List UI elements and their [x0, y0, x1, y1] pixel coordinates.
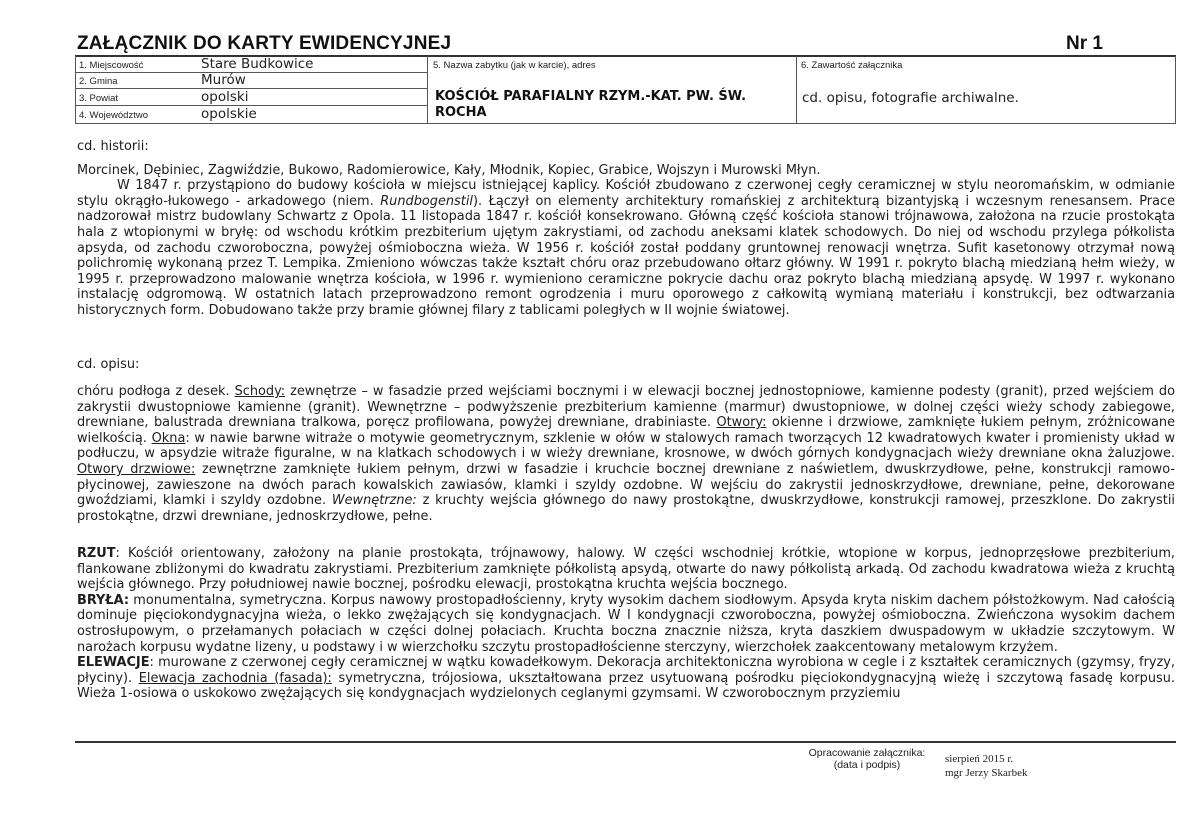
- history-heading: cd. historii:: [77, 139, 149, 154]
- elewacje-paragraph: ELEWACJE: murowane z czerwonej cegły ceramicznej w wątku kowadełkowym. Dekoracja architektoniczna wyrobiona w cegle i z kształtek ceramicznych (gzymsy, fryzy, płyciny). Elewacja zachodnia (fasada): symetryczna, trójosiowa, ukształtowana przez usytuowaną pośrodku pięciokondygnacyjną wieżę i szczytową fasadę korpusu. Wieża 1-osiowa o uskokowo zwężających się kondygnacjach wydzielonych ceglanymi gzymsami. W czworobocznym przyziemiu: [77, 655, 1175, 702]
- field-label-powiat: 3. Powiat: [79, 93, 119, 104]
- description-heading-block: [77, 357, 1175, 373]
- footer-date: sierpień 2015 r.: [945, 753, 1014, 765]
- field-label-wojewodztwo: 4. Województwo: [79, 110, 148, 121]
- col-divider: [1175, 56, 1176, 123]
- attachment-number: Nr 1: [1066, 33, 1103, 54]
- attachment-contents: cd. opisu, fotografie archiwalne.: [802, 90, 1019, 106]
- page-title: ZAŁĄCZNIK DO KARTY EWIDENCYJNEJ: [77, 33, 452, 54]
- description-paragraph: chóru podłoga z desek. Schody: zewnętrze – w fasadzie przed wejściami bocznymi i w elewacji bocznej jednostopniowe, kamienne podesty (granit), przed wejściem do zakrystii dwustopniowe kamienne (granit). Wewnętrzne – podwyższenie prezbiterium kamienne (marmur) dwustopniowe, w dolnej części wieży schody zabiegowe, drewniane, balustrada drewniana tralkowa, poręcz profilowana, powyżej drewniane, drabiniaste. Otwory: okienne i drzwiowe, zamknięte łukiem pełnym, zróżnicowane wielkością. Okna: w nawie barwne witraże o motywie geometrycznym, szklenie w ołów w stalowych ramach tworzących 12 kwadratowych kwater i promienisty układ w podłuczu, w apsydzie witraże figuralne, w na klatkach schodowych i w wieży drewniane, krosnowe, w dwóch górnych kondygnacjach wieży drewniane okna żaluzjowe. Otwory drzwiowe: zewnętrzne zamknięte łukiem pełnym, drzwi w fasadzie i kruchcie bocznej drewniane z naświetlem, dwuskrzydłowe, pełne, konstrukcji ramowo-płycinowej, zawieszone na dwóch parach kowalskich zawiasów, klamki i szyldy ozdobne. W wejściu do zakrystii jednoskrzydłowe, drewniane, pełne, dekorowane gwoździami, klamki i szyldy ozdobne. Wewnętrzne: z kruchty wejścia głównego do nawy prostokątne, dwuskrzydłowe, konstrukcji ramowej, przeszklone. Do zakrystii prostokątne, drzwi drewniane, jednoskrzydłowe, pełne.: [77, 384, 1176, 524]
- rzut-paragraph: RZUT: Kościół orientowany, założony na planie prostokąta, trójnawowy, halowy. W części wschodniej krótkie, wtopione w korpus, jednoprzęsłowe prezbiterium, flankowane zbliżonymi do kwadratu zakrystiami. Prezbiterium zamknięte półkolistą apsydą, otwarte do nawy półkolistą arkadą. Od zachodu kwadratowa wieża z kruchtą wejścia głównego. Przy południowej nawie bocznej, pośrodku elewacji, prostokątna kruchta wejścia bocznego.: [77, 546, 1175, 593]
- footer-author: mgr Jerzy Skarbek: [945, 767, 1028, 779]
- col-divider: [427, 56, 428, 123]
- row-divider: [75, 72, 427, 73]
- footer-label: Opracowanie załącznika: (data i podpis): [808, 747, 926, 771]
- rzut-section: [77, 546, 1175, 702]
- table-bottom-border: [75, 123, 1176, 124]
- bryla-paragraph: BRYŁA: monumentalna, symetryczna. Korpus nawowy prostopadłościenny, kryty wysokim dachem siodłowym. Apsyda kryta niskim dachem półstożkowym. Nad całością dominuje pięciokondygnacyjna wieża, o lekko zwężających się kondygnacjach. W I kondygnacji czworoboczna, powyżej ośmioboczna. Zwieńczona wysokim dachem ostrosłupowym, o przełamanych połaciach w części dolnej połaciach. Kruchta boczna znacznie niższa, kryta daszkiem dwuspadowym w układzie szczytowym. W narożach korpusu wydatne lizeny, u podstawy i w wierzchołku szczytu prostopadłościenne sterczyny, wierzchołek zaakcentowany metalowym krzyżem.: [77, 592, 1175, 655]
- field-label-zawartosc: 6. Zawartość załącznika: [801, 60, 903, 71]
- field-value-powiat: opolski: [201, 89, 249, 105]
- field-label-nazwa: 5. Nazwa zabytku (jak w karcie), adres: [433, 60, 596, 71]
- history-section: [77, 139, 1175, 319]
- field-value-wojewodztwo: opolskie: [201, 106, 257, 122]
- col-divider: [75, 56, 76, 123]
- col-divider: [796, 56, 797, 123]
- row-divider: [75, 88, 427, 89]
- history-paragraph: W 1847 r. przystąpiono do budowy kościoła w miejscu istniejącej kaplicy. Kościół zbudowano z czerwonej cegły ceramicznej w stylu neoromańskim, w odmianie stylu okrągło-łukowego - arkadowego (niem. Rundbogenstil). Łączył on elementy architektury romańskiej z architekturą bizantyjską i wczesnym renesansem. Prace nadzorował mistrz budowlany Schwartz z Opola. 11 listopada 1847 r. kościół konsekrowano. Główną część kościoła stanowi trójnawowa, założona na rzucie prostokąta hala z wtopionymi w bryłę: od wschodu krótkim prezbiterium ujętym zakrystiami, od zachodu aneksami klatek schodowych. Do niej od wschodu przylega półkolista apsyda, od zachodu czworoboczna, powyżej ośmioboczna wieża. W 1956 r. kościół został poddany gruntownej renowacji wnętrza. Sufit kasetonowy otrzymał nową polichromię wykonaną przez T. Lempika. Zmieniono wówczas także kształt chóru oraz przebudowano ołtarz główny. W 1991 r. pokryto blachą miedzianą hełm wieży, w 1995 r. przeprowadzono malowanie wnętrza kościoła, w 1996 r. wymieniono ceramiczne pokrycie dachu oraz pokryto blachą miedzianą apsydę. W 1997 r. wykonano instalację odgromową. W ostatnich latach przeprowadzono remont ogrodzenia i muru oporowego z całkowitą wymianą materiału i konstrukcji, bez odtwarzania historycznych form. Dobudowano także przy bramie głównej filary z tablicami poległych w II wojnie światowej.: [77, 178, 1175, 318]
- history-paragraph: Morcinek, Dębiniec, Zagwiździe, Bukowo, Radomierowice, Kały, Młodnik, Kopiec, Grabice, Wojszyn i Murowski Młyn.: [77, 162, 821, 178]
- description-section: [77, 384, 1175, 524]
- monument-name: KOŚCIÓŁ PARAFIALNY RZYM.-KAT. PW. ŚW. ROCHA: [435, 89, 747, 120]
- field-label-miejscowosc: 1. Miejscowość: [79, 60, 144, 71]
- field-label-gmina: 2. Gmina: [79, 76, 118, 87]
- field-value-gmina: Murów: [201, 72, 246, 88]
- description-heading: cd. opisu:: [77, 357, 140, 372]
- field-value-miejscowosc: Stare Budkowice: [201, 56, 314, 72]
- footer-border: [75, 741, 1176, 743]
